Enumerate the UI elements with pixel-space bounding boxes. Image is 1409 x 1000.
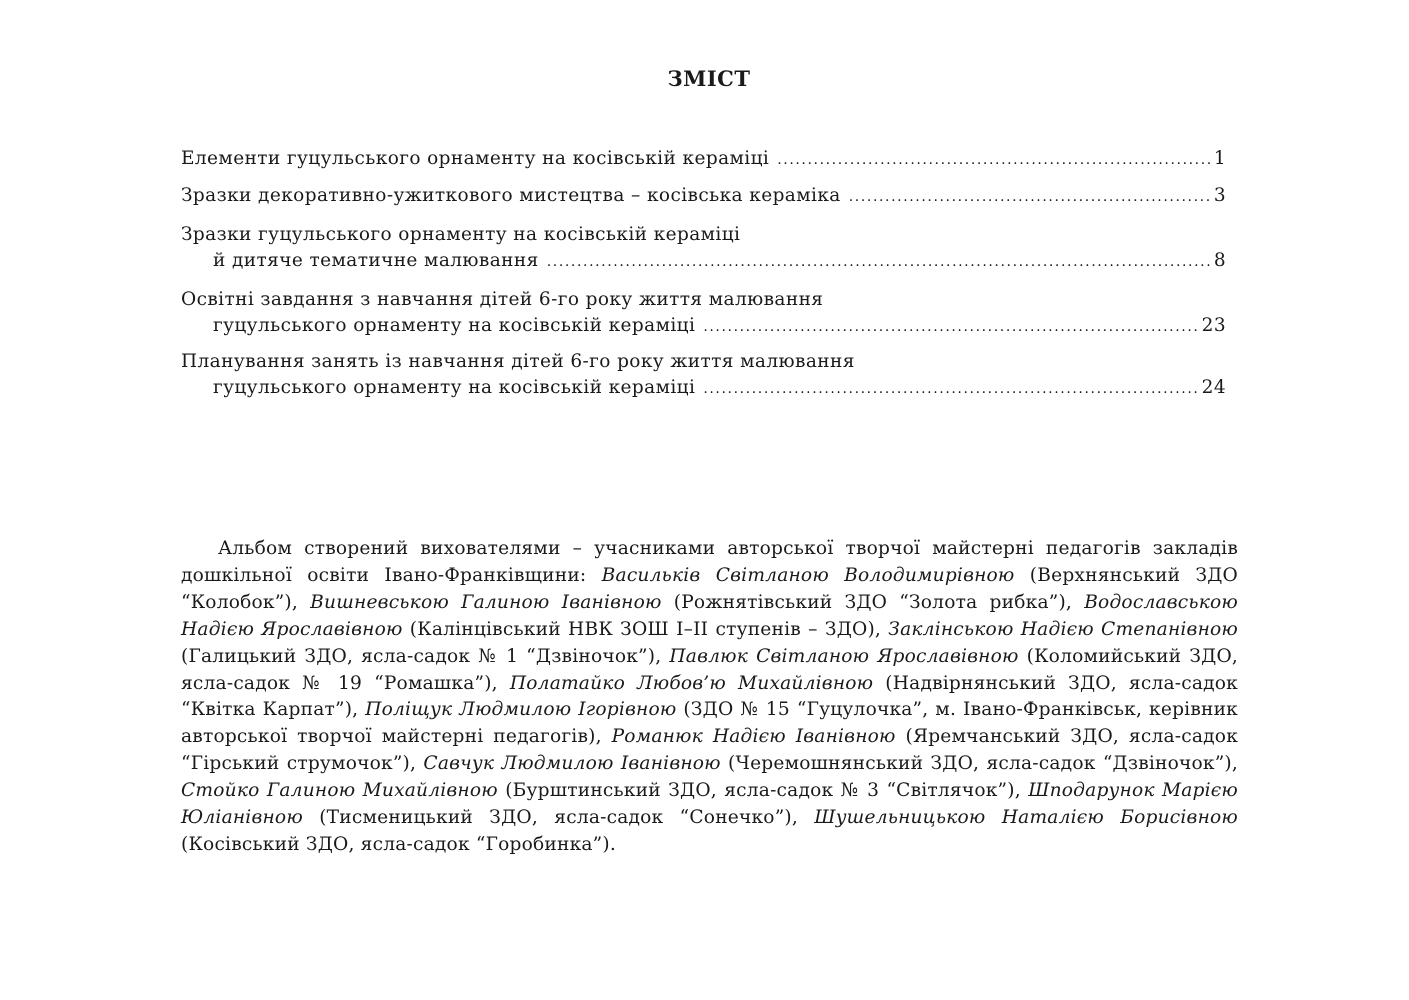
author-name: Водославською Надією Ярославівною (181, 591, 1238, 640)
author-name: Шушельницькою Наталією Борисівною (814, 807, 1238, 829)
credits-paragraph (181, 536, 1238, 859)
toc-page-number: 3 (1213, 185, 1226, 206)
credits-text: (ЗДО № 15 “Гуцулочка”, м. Івано-Франківськ, керівник авторської творчої майстерні педагогів), (181, 699, 1238, 748)
toc-leader-dots (777, 147, 1210, 173)
author-name: Вишневською Галиною Іванівною (310, 591, 662, 613)
authors-credits (181, 536, 1238, 859)
toc-entry-title: Елементи гуцульського орнаменту на косівській кераміці (181, 148, 770, 169)
toc-page-number: 23 (1201, 315, 1226, 336)
toc-entry[interactable] (181, 287, 1226, 339)
toc-entry[interactable] (181, 349, 1226, 401)
credits-text: (Калінцівський НВК ЗОШ І–ІІ ступенів – ЗДО), (402, 618, 889, 640)
credits-text: Альбом створений вихователями – учасниками авторської творчої майстерні педагогів закладів дошкільної освіти Івано-Франківщини: (181, 538, 1238, 586)
toc-line (181, 183, 1226, 209)
author-name: Васильків Світланою Володимирівною (601, 564, 1015, 586)
credits-text: (Черемошнянський ЗДО, ясла-садок “Дзвіночок”), (720, 753, 1238, 775)
credits-text: (Яремчанський ЗДО, ясла-садок “Гірський струмочок”), (181, 726, 1239, 775)
author-name: Павлюк Світланою Ярославівною (669, 645, 1019, 667)
credits-text: (Надвірнянський ЗДО, ясла-садок “Квітка Карпат”), (181, 672, 1238, 721)
credits-text: (Бурштинський ЗДО, ясла-садок № 3 “Світлячок”), (497, 780, 1029, 802)
toc-leader-dots (703, 314, 1197, 340)
toc-entry-title: Зразки гуцульського орнаменту на косівській кераміці (181, 224, 741, 245)
table-of-contents (181, 146, 1226, 401)
author-name: Стойко Галиною Михайлівною (181, 780, 498, 802)
toc-line (181, 146, 1226, 172)
credits-text: (Галицький ЗДО, ясла-садок № 1 “Дзвіночок”), (181, 645, 670, 667)
toc-entry-title: Освітні завдання з навчання дітей 6-го року життя малювання (181, 289, 824, 310)
credits-text: (Коломийський ЗДО, ясла-садок № 19 “Ромашка”), (181, 645, 1238, 694)
toc-page-number: 24 (1201, 377, 1226, 398)
toc-entry[interactable] (181, 222, 1226, 274)
credits-text: (Рожнятівський ЗДО “Золота рибка”), (661, 591, 1085, 613)
toc-entry-title-continued: гуцульського орнаменту на косівській кераміці (213, 315, 696, 336)
toc-line (181, 248, 1226, 274)
toc-line (181, 287, 1226, 313)
toc-line (181, 222, 1226, 248)
author-name: Шподарунок Марією Юліанівною (181, 780, 1238, 829)
credits-text: (Косівський ЗДО, ясла-садок “Горобинка”). (181, 833, 616, 855)
author-name: Заклінською Надією Степанівною (888, 618, 1238, 640)
toc-entry-title-continued: й дитяче тематичне малювання (213, 250, 539, 271)
toc-entry-title-continued: гуцульського орнаменту на косівській кераміці (213, 377, 696, 398)
toc-page-number: 8 (1213, 250, 1226, 271)
toc-leader-dots (849, 184, 1210, 210)
toc-line (181, 349, 1226, 375)
toc-entry-title: Зразки декоративно-ужиткового мистецтва – косівська кераміка (181, 185, 841, 206)
credits-text: (Верхнянський ЗДО “Колобок”), (181, 564, 1238, 613)
author-name: Поліщук Людмилою Ігорівною (365, 699, 677, 721)
toc-line (181, 375, 1226, 401)
page-title: ЗМІСТ (667, 66, 751, 91)
toc-entry[interactable] (181, 146, 1226, 172)
toc-page-number: 1 (1213, 148, 1226, 169)
author-name: Полатайко Любов’ю Михайлівною (509, 672, 874, 694)
toc-entry[interactable] (181, 183, 1226, 209)
credits-text: (Тисменицький ЗДО, ясла-садок “Сонечко”), (302, 807, 815, 829)
author-name: Савчук Людмилою Іванівною (423, 753, 721, 775)
author-name: Романюк Надією Іванівною (611, 726, 896, 748)
toc-leader-dots (703, 376, 1197, 402)
toc-line (181, 313, 1226, 339)
toc-leader-dots (547, 249, 1210, 275)
toc-entry-title: Планування занять із навчання дітей 6-го року життя малювання (181, 351, 855, 372)
